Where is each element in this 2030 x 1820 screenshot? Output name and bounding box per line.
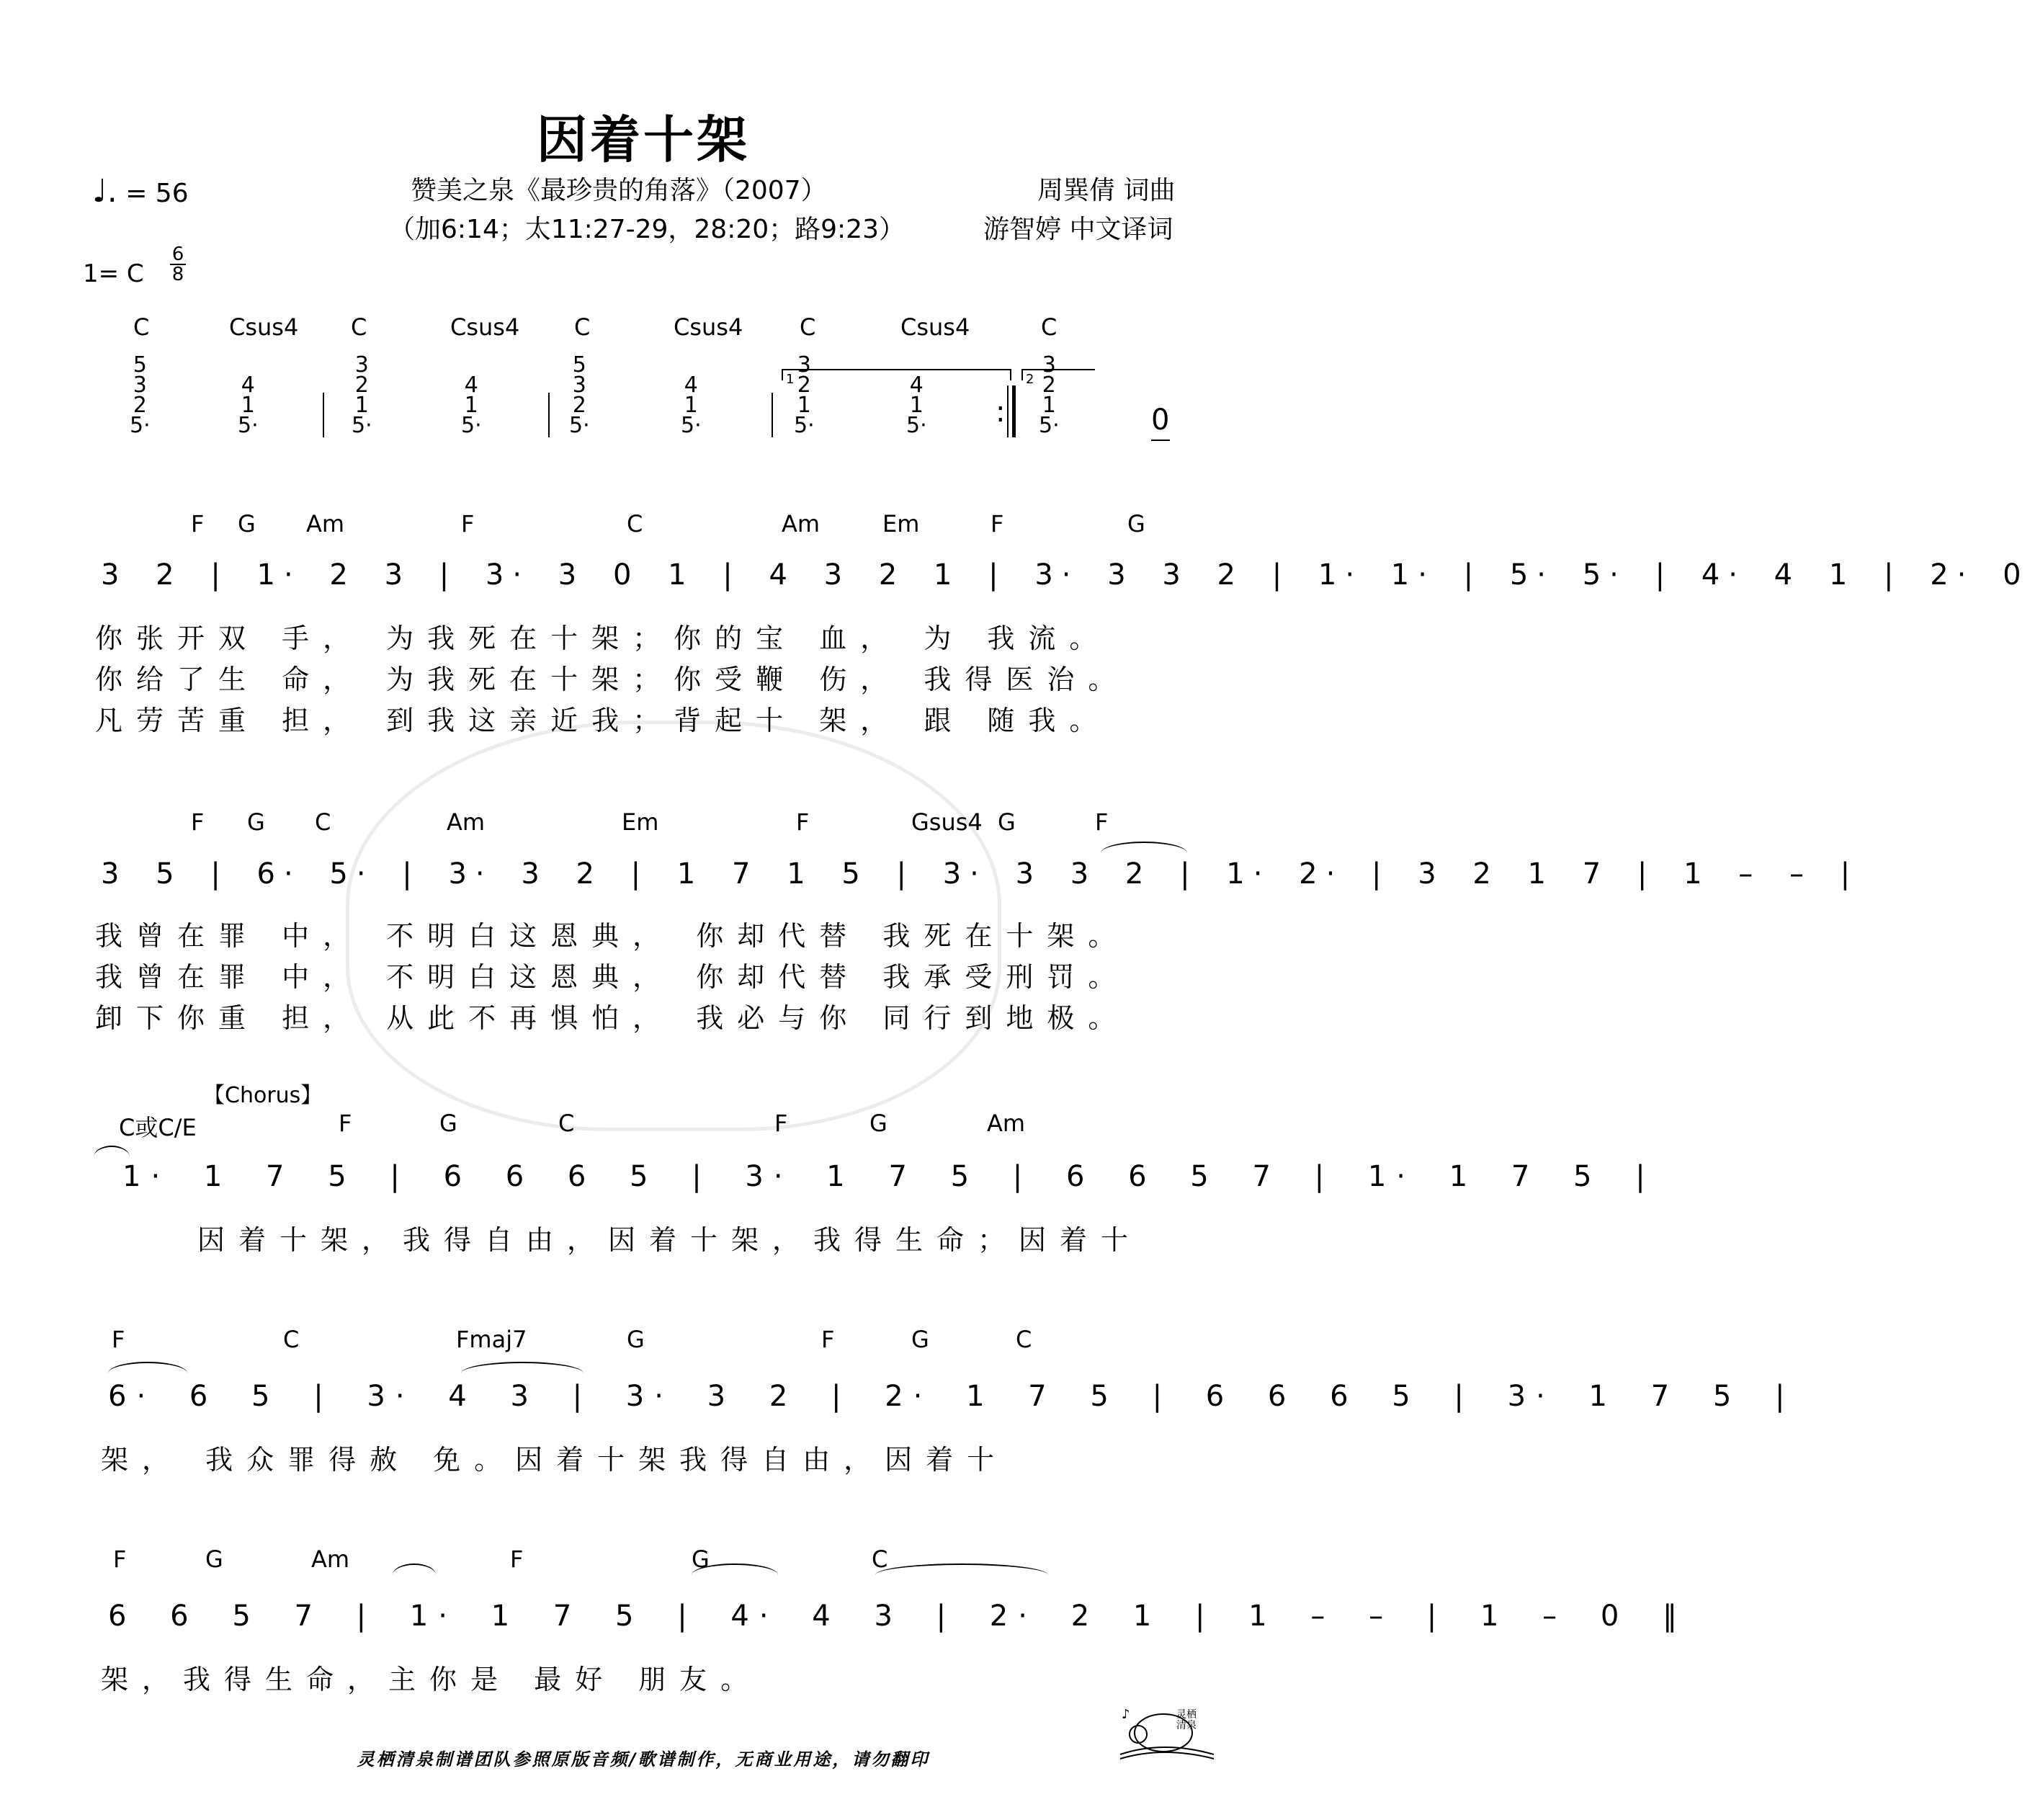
line2-notes: 3 5 | 6· 5· | 3· 3 2 | 1 7 1 5 | 3· 3 3 2 | 1· 2· | 3 2 1 7 | 1 – – | (101, 857, 1859, 891)
stack-note: 3 (797, 352, 811, 378)
chord-symbol: C (800, 313, 816, 341)
chord-symbol: Csus4 (900, 313, 970, 341)
stack-note: 2 (133, 393, 147, 418)
stack-note: 3 (133, 373, 147, 398)
chord-symbol: G (692, 1545, 710, 1573)
line1-lyric-verse1: 你张开双 手， 为我死在十架；你的宝 血， 为 我流。 (95, 623, 1111, 654)
footer-notice: 灵栖清泉制谱团队参照原版音频/歌谱制作，无商业用途，请勿翻印 (357, 1749, 930, 1770)
stack-note: 2 (354, 373, 369, 398)
chord-symbol: Am (447, 808, 486, 836)
chord-symbol: Csus4 (450, 313, 520, 341)
stack-note: 5 (572, 352, 586, 378)
chord-symbol: F (461, 510, 475, 537)
stack-note: 5· (461, 413, 482, 438)
stack-note: 1 (1042, 393, 1056, 418)
tie-arc (1101, 842, 1187, 853)
composer-credit: 周巽倩 词曲 (1037, 176, 1176, 205)
stack-note: 3 (1042, 352, 1056, 378)
chord-symbol: F (191, 510, 205, 537)
chord-symbol: F (339, 1110, 352, 1137)
stack-note: 2 (797, 373, 811, 398)
song-title: 因着十架 (537, 110, 750, 169)
chord-symbol: G (627, 1326, 645, 1353)
stack-note: 5· (1039, 413, 1060, 438)
chord-symbol: C (133, 313, 150, 341)
tie-arc (108, 1362, 187, 1373)
rest-note: 0 (1151, 403, 1170, 437)
tie-arc (393, 1563, 436, 1575)
line5-notes: 6 6 5 7 | 1· 1 7 5 | 4· 4 3 | 2· 2 1 | 1 – – | 1 – 0 ‖ (108, 1600, 1688, 1633)
chord-symbol: Csus4 (674, 313, 743, 341)
line3-lyric: 因着十架，我得自由，因着十架，我得生命；因着十 (197, 1224, 1143, 1256)
volta-1-bracket: 1 (782, 369, 1011, 380)
chorus-label: 【Chorus】 (203, 1083, 323, 1108)
chord-symbol: G (1127, 510, 1145, 537)
stack-note: 1 (909, 393, 924, 418)
chord-note-stack (1039, 352, 1060, 438)
stack-note: 5· (906, 413, 927, 438)
chord-symbol: G (911, 1326, 929, 1353)
repeat-sign: : (996, 396, 1006, 429)
stack-note: 5· (794, 413, 815, 438)
tie-arc (875, 1563, 1048, 1575)
translator-credit: 游智婷 中文译词 (983, 215, 1173, 244)
chord-symbol: Csus4 (229, 313, 299, 341)
tempo-mark: ♩. = 56 (92, 173, 189, 210)
lamb-logo: ♪ 灵栖清泉 (1113, 1704, 1221, 1762)
chord-symbol: C (315, 808, 331, 836)
stack-note: 1 (464, 393, 478, 418)
barline (323, 393, 324, 437)
key-signature: 1= C (83, 259, 144, 288)
chord-symbol: C (351, 313, 367, 341)
chord-symbol: F (1095, 808, 1109, 836)
chord-note-stack (569, 352, 590, 438)
line1-notes: 3 2 | 1· 2 3 | 3· 3 0 1 | 4 3 2 1 | 3· 3 3 2 | 1· 1· | 5· 5· | 4· 4 1 | 2· 0 (101, 558, 2030, 592)
chord-symbol: F (112, 1326, 125, 1353)
chord-note-stack (794, 352, 815, 438)
stack-note: 5 (133, 352, 147, 378)
chord-symbol: C (574, 313, 591, 341)
chord-symbol: Fmaj7 (456, 1326, 527, 1353)
chord-symbol: C (627, 510, 643, 537)
chord-symbol: C (1016, 1326, 1032, 1353)
chord-symbol: G (998, 808, 1016, 836)
stack-note: 3 (572, 373, 586, 398)
chord-symbol: G (238, 510, 256, 537)
chord-symbol: C (1041, 313, 1058, 341)
chord-symbol: G (439, 1110, 457, 1137)
line3-notes: 1· 1 7 5 | 6 6 6 5 | 3· 1 7 5 | 6 6 5 7 | 1· 1 7 5 | (122, 1160, 1655, 1193)
chord-symbol: G (247, 808, 265, 836)
stack-note: 4 (464, 373, 478, 398)
barline (772, 393, 773, 437)
stack-note: 1 (684, 393, 698, 418)
chord-note-stack (352, 352, 372, 438)
stack-note: 1 (354, 393, 369, 418)
chord-symbol: F (774, 1110, 788, 1137)
chord-symbol: C (558, 1110, 575, 1137)
line1-lyric-verse2: 你给了生 命， 为我死在十架；你受鞭 伤， 我得医治。 (95, 664, 1130, 695)
line2-lyric-verse3: 卸下你重 担， 从此不再惧怕， 我必与你 同行到地极。 (95, 1002, 1130, 1034)
source-album: 赞美之泉《最珍贵的角落》（2007） (411, 176, 827, 205)
chord-symbol: Em (882, 510, 920, 537)
chord-symbol: Am (987, 1110, 1026, 1137)
stack-note: 2 (572, 393, 586, 418)
chord-symbol: Am (311, 1545, 350, 1573)
chord-note-stack (681, 375, 702, 436)
stack-note: 5· (569, 413, 590, 438)
chord-symbol: Em (622, 808, 659, 836)
stack-note: 4 (909, 373, 924, 398)
stack-note: 2 (1042, 373, 1056, 398)
svg-text:♪: ♪ (1122, 1707, 1130, 1722)
chord-symbol: F (510, 1545, 524, 1573)
chord-symbol: Am (306, 510, 345, 537)
chord-symbol: F (113, 1545, 127, 1573)
stack-note: 1 (241, 393, 255, 418)
chord-symbol: G (869, 1110, 887, 1137)
chord-symbol: Am (782, 510, 821, 537)
tie-arc (94, 1146, 130, 1157)
chord-note-stack (906, 375, 927, 436)
line5-lyric: 架，我得生命，主你是 最好 朋友。 (101, 1664, 762, 1695)
dotted-quarter-note-icon: ♩. (92, 173, 117, 210)
chord-note-stack (130, 352, 151, 438)
underline (1151, 440, 1170, 441)
stack-note: 4 (684, 373, 698, 398)
line4-notes: 6· 6 5 | 3· 4 3 | 3· 3 2 | 2· 1 7 5 | 6 6 6 5 | 3· 1 7 5 | (108, 1380, 1795, 1413)
scripture-refs: （加6:14；太11:27-29，28:20；路9:23） (389, 215, 905, 244)
line4-lyric: 架， 我众罪得赦 免。因着十架我得自由，因着十 (101, 1444, 1009, 1476)
chord-symbol: Gsus4 (911, 808, 983, 836)
barline (548, 393, 550, 437)
chord-symbol: G (205, 1545, 223, 1573)
chord-symbol: F (796, 808, 810, 836)
stack-note: 5· (681, 413, 702, 438)
stack-note: 4 (241, 373, 255, 398)
chord-symbol: C或C/E (119, 1114, 197, 1141)
stack-note: 3 (354, 352, 369, 378)
chord-symbol: F (821, 1326, 835, 1353)
stack-note: 5· (352, 413, 372, 438)
chord-note-stack (461, 375, 482, 436)
repeat-barline-thick (1012, 385, 1016, 437)
line2-lyric-verse2: 我曾在罪 中， 不明白这恩典， 你却代替 我承受刑罚。 (95, 961, 1130, 993)
repeat-barline (1007, 385, 1009, 437)
chord-symbol: F (991, 510, 1004, 537)
line2-lyric-verse1: 我曾在罪 中， 不明白这恩典， 你却代替 我死在十架。 (95, 920, 1130, 952)
stack-note: 5· (130, 413, 151, 438)
volta-2-bracket: 2 (1021, 369, 1095, 380)
chord-note-stack (238, 375, 259, 436)
chord-symbol: F (191, 808, 205, 836)
line1-lyric-verse3: 凡劳苦重 担， 到我这亲近我；背起十 架， 跟 随我。 (95, 705, 1111, 736)
stack-note: 5· (238, 413, 259, 438)
tie-arc (461, 1362, 583, 1373)
chord-symbol: C (872, 1545, 888, 1573)
chord-symbol: C (283, 1326, 300, 1353)
time-signature: 6 8 (170, 245, 186, 284)
stack-note: 1 (797, 393, 811, 418)
